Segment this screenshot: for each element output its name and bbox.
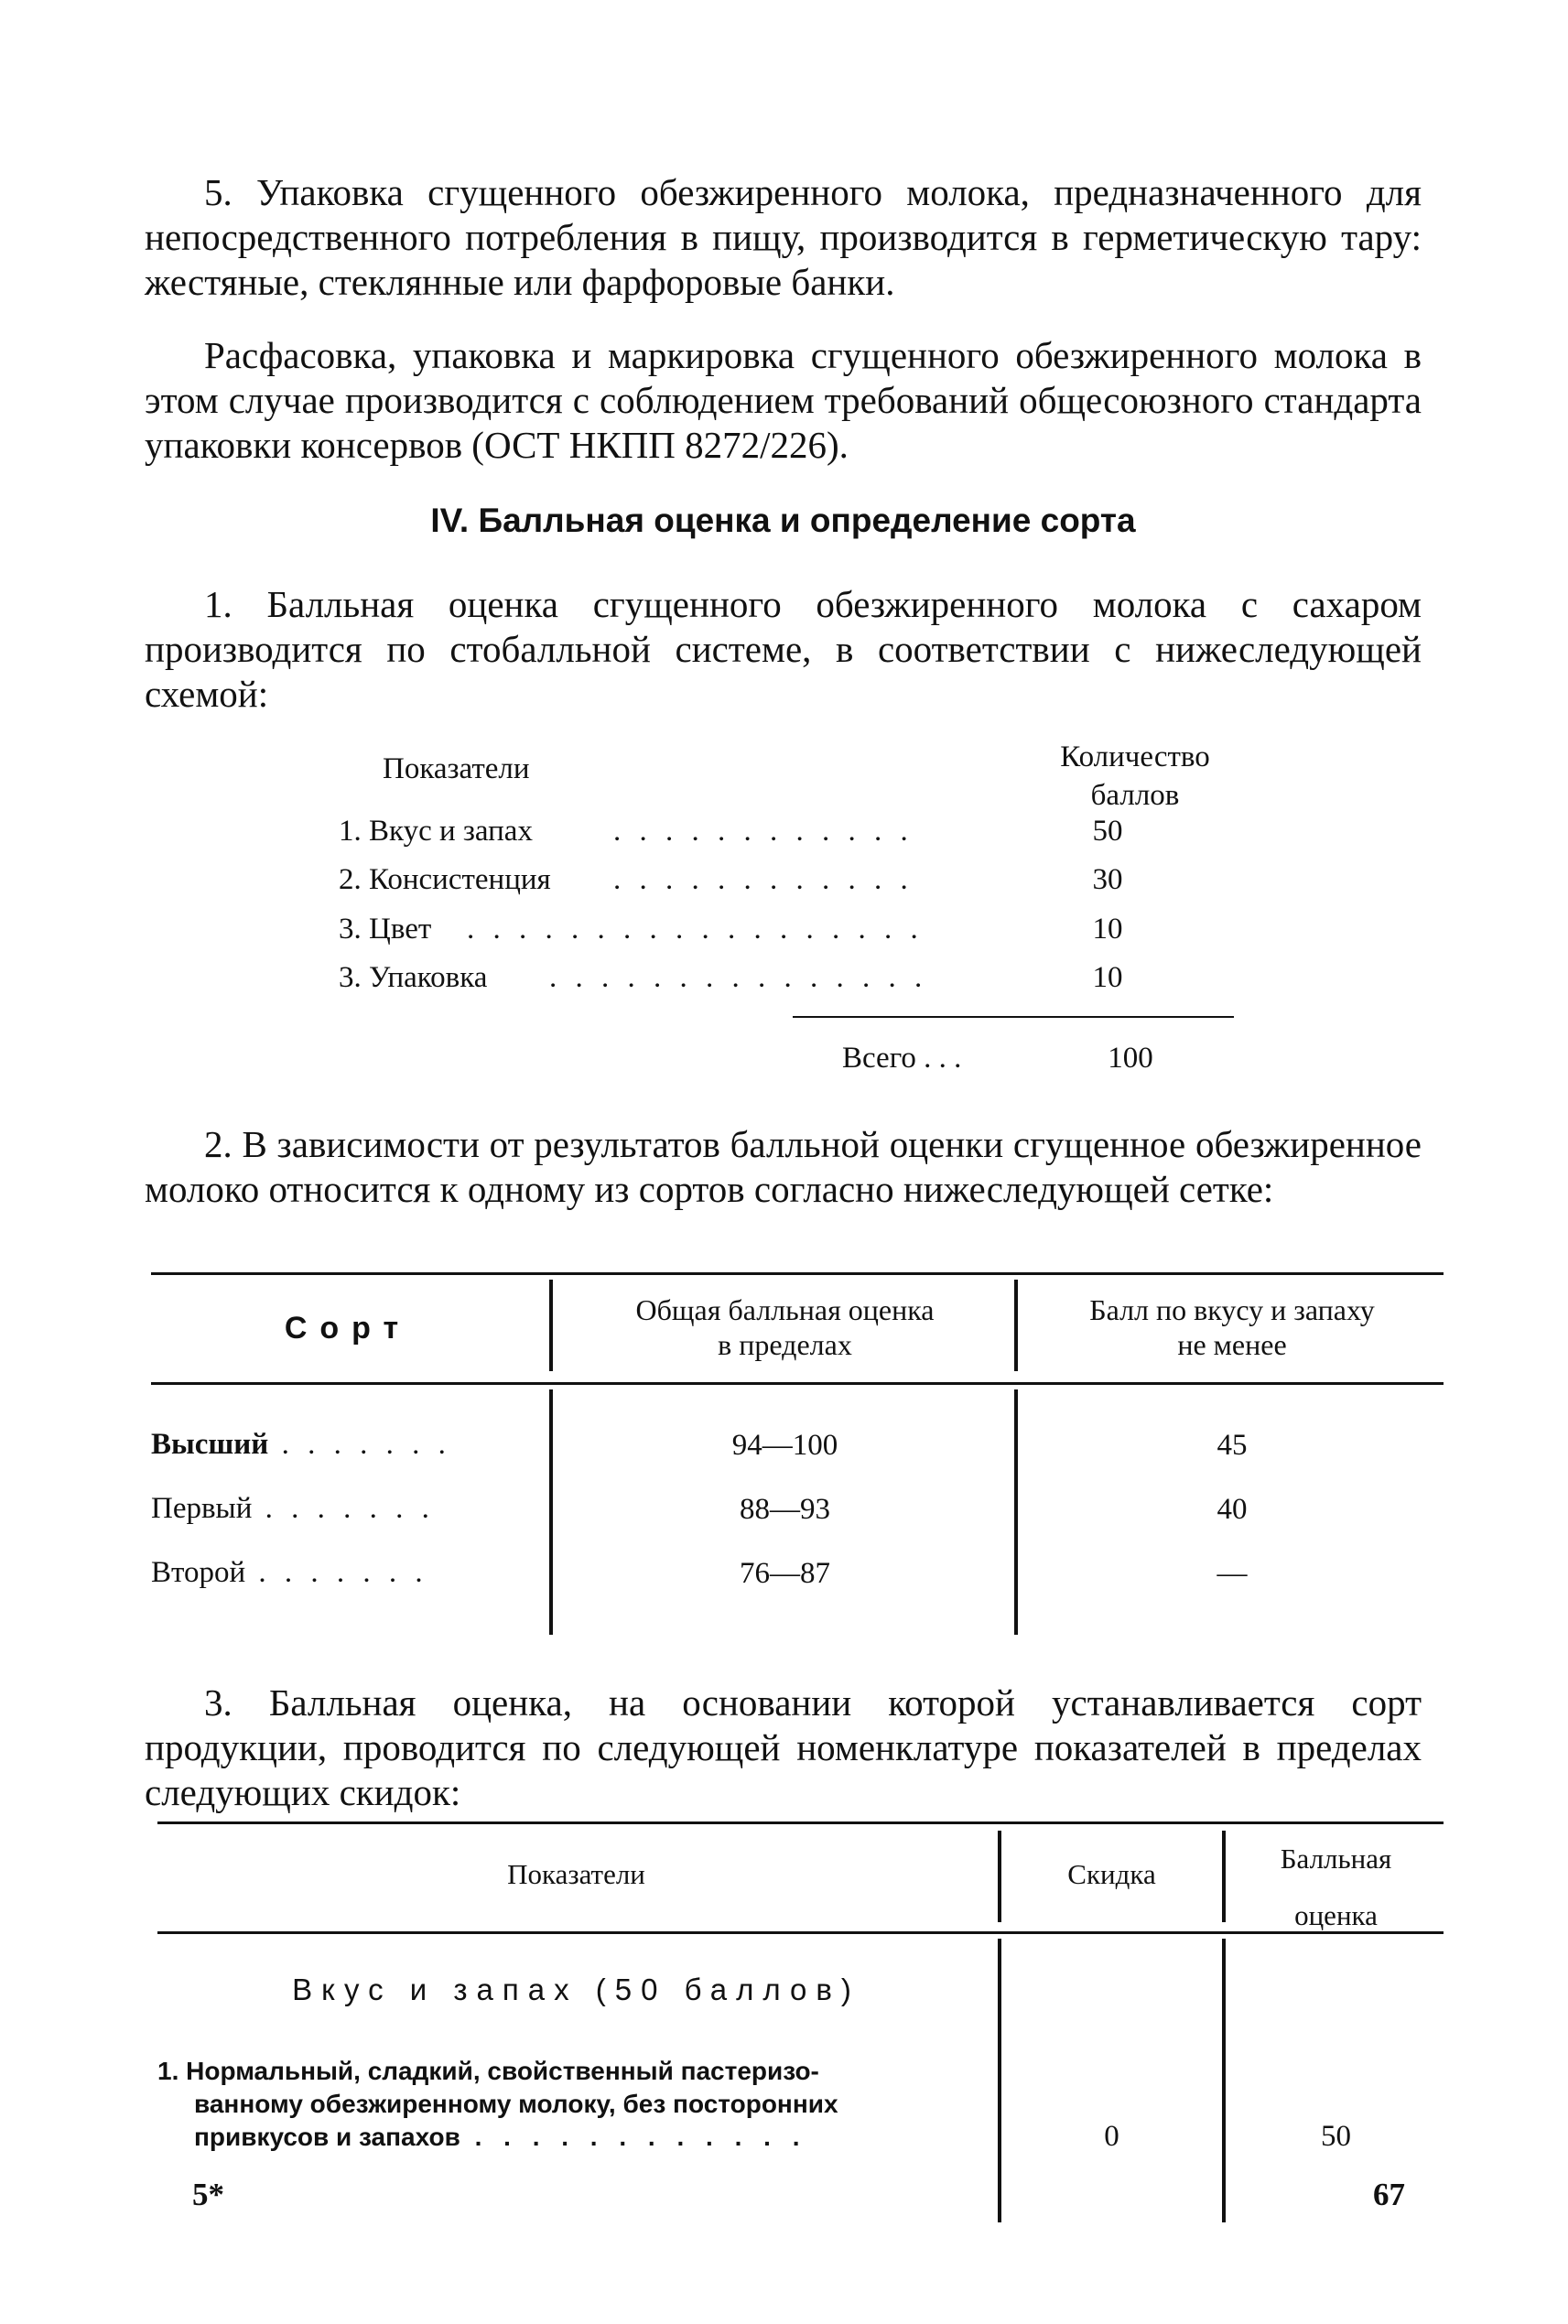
page-number: 67 (1373, 2177, 1405, 2212)
deduction-header-score-line1: Балльная (1280, 1843, 1392, 1875)
grade-table-header-rule (151, 1382, 1444, 1385)
deduction-header-score-line2: оценка (1294, 1899, 1378, 1931)
leader-dots: . . . . . . . . . . . . (613, 863, 914, 896)
grade-min-taste: 40 (1217, 1493, 1248, 1526)
grade-table-header-taste (1021, 1292, 1444, 1362)
grade-table-top-rule (151, 1272, 1444, 1275)
score-row-value: 10 (1092, 913, 1123, 946)
deduction-table-divider (1222, 1831, 1226, 1922)
deduction-item-score: 50 (1321, 2120, 1351, 2153)
section-heading: IV. Балльная оценка и определение сорта (430, 502, 1136, 539)
score-row-value: 10 (1092, 961, 1123, 994)
grade-name: Высший (151, 1428, 269, 1461)
score-table-row (339, 863, 1254, 909)
score-total-value: 100 (1108, 1042, 1153, 1075)
grade-table-divider (1014, 1389, 1018, 1635)
leader-dots: . . . . . . . (252, 1492, 435, 1525)
score-row-label: 3. Цвет (339, 913, 432, 946)
score-row-value: 30 (1092, 863, 1123, 896)
leader-dots: . . . . . . . . . . . . . . . . . . (467, 913, 924, 946)
deduction-table-divider (1222, 1939, 1226, 2222)
grade-row (151, 1556, 428, 1590)
paragraph-packaging: 5. Упаковка сгущенного обезжиренного молока, предназначенного для непосредственного потребления в пищу, производится в герметическую тару: жестяные, стеклянные или фарфоровые банки. (145, 171, 1422, 303)
score-table-row (339, 913, 1254, 958)
score-table-header-points (1025, 738, 1245, 815)
grade-row (151, 1492, 435, 1526)
score-total-label: Всего . . . (842, 1042, 962, 1075)
deduction-header-score (1228, 1831, 1444, 1944)
score-row-label: 1. Вкус и запах (339, 815, 533, 848)
score-table-row (339, 815, 1254, 860)
grade-row (151, 1428, 451, 1462)
deduction-item-line3: привкусов и запахов (194, 2123, 460, 2151)
deduction-item-line3-wrap (157, 2121, 995, 2154)
grade-min-taste: 45 (1217, 1429, 1248, 1462)
deduction-table-divider (998, 1939, 1001, 2222)
grade-header-taste-line1: Балл по вкусу и запаху (1089, 1293, 1375, 1326)
grade-header-total-line2: в пределах (718, 1328, 852, 1361)
score-table-row (339, 961, 1254, 1007)
leader-dots: . . . . . . . . . . . . (460, 2123, 807, 2151)
paragraph-grade-assignment: 2. В зависимости от результатов балльной оценки сгущенное обезжиренное молоко относится к одному из сортов согласно нижеследующей сетке: (145, 1123, 1422, 1210)
grade-table-header-grade: Сорт (284, 1311, 412, 1346)
paragraph-packaging-requirements: Расфасовка, упаковка и маркировка сгущенного обезжиренного молока в этом случае производится с соблюдением требований общесоюзного стандарта упаковки консервов (ОСТ НКПП 8272/226). (145, 334, 1422, 466)
score-table-header-indicators: Показатели (383, 752, 530, 785)
signature-mark: 5* (192, 2177, 224, 2212)
leader-dots: . . . . . . . (268, 1428, 451, 1461)
score-row-label: 2. Консистенция (339, 863, 551, 896)
leader-dots: . . . . . . . (245, 1556, 428, 1589)
score-row-label: 3. Упаковка (339, 961, 488, 994)
grade-range: 94—100 (731, 1429, 838, 1462)
leader-dots: . . . . . . . . . . . . (613, 815, 914, 848)
leader-dots: . . . . . . . . . . . . . . . (549, 961, 928, 994)
deduction-item-discount: 0 (1104, 2120, 1119, 2153)
deduction-section-title: Вкус и запах (50 баллов) (292, 1973, 860, 2006)
grade-min-taste: — (1217, 1557, 1248, 1590)
grade-table-divider (1014, 1280, 1018, 1371)
score-row-value: 50 (1092, 815, 1123, 848)
grade-header-taste-line2: не менее (1177, 1328, 1287, 1361)
grade-table-divider (549, 1389, 553, 1635)
score-table-header-points-line2: баллов (1090, 779, 1180, 812)
paragraph-scoring-system: 1. Балльная оценка сгущенного обезжиренного молока с сахаром производится по стобалльной системе, в соответствии с нижеследующей схемой: (145, 583, 1422, 715)
grade-name: Первый (151, 1492, 253, 1525)
grade-table-header-total (558, 1292, 1011, 1362)
deduction-item (157, 2055, 995, 2154)
grade-name: Второй (151, 1556, 246, 1589)
deduction-item-line2: ванному обезжиренному молоку, без посторонних (194, 2090, 838, 2118)
grade-table-divider (549, 1280, 553, 1371)
score-table-header-points-line1: Количество (1060, 740, 1210, 773)
deduction-table-divider (998, 1831, 1001, 1922)
grade-range: 76—87 (740, 1557, 830, 1590)
total-rule (793, 1016, 1234, 1018)
grade-header-total-line1: Общая балльная оценка (635, 1293, 935, 1326)
paragraph-deduction-intro: 3. Балльная оценка, на основании которой устанавливается сорт продукции, проводится по следующей номенклатуре показателей в пределах следующих скидок: (145, 1681, 1422, 1813)
deduction-header-indicators: Показатели (507, 1858, 645, 1890)
deduction-table-top-rule (157, 1821, 1444, 1824)
deduction-header-discount: Скидка (1067, 1858, 1156, 1890)
grade-range: 88—93 (740, 1493, 830, 1526)
deduction-item-line1: 1. Нормальный, сладкий, свойственный пастеризо- (157, 2057, 819, 2085)
